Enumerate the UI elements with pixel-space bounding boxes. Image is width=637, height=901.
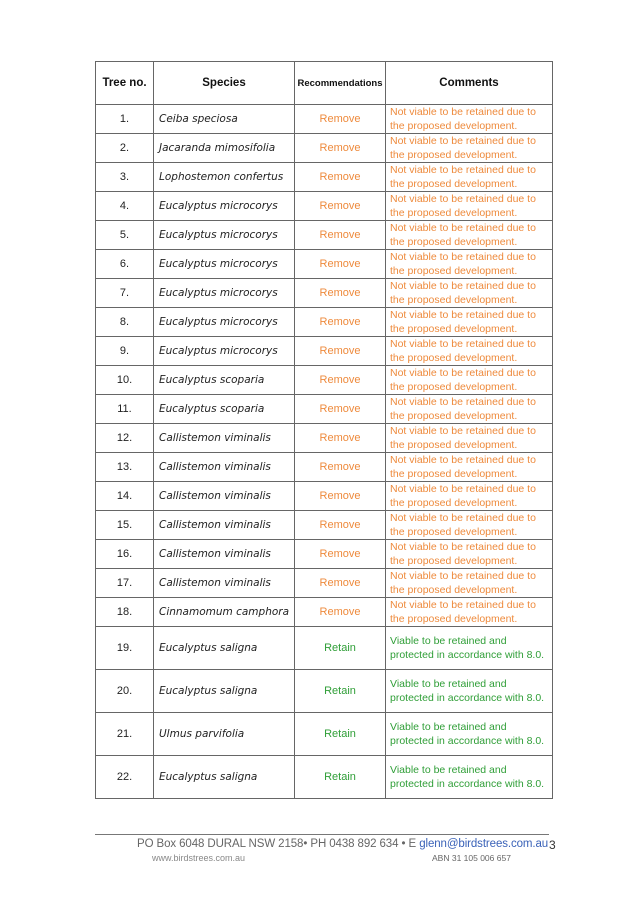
table-row: [96, 308, 553, 337]
comment-cell: Not viable to be retained due to the proposed development.: [386, 337, 553, 366]
recommendation-cell: Remove: [295, 453, 386, 482]
tree-assessment-table-container: [95, 61, 552, 799]
tree-number-cell: 17.: [96, 569, 154, 598]
recommendation-cell: Retain: [295, 627, 386, 670]
table-row: [96, 482, 553, 511]
table-row: [96, 279, 553, 308]
recommendation-cell: Remove: [295, 337, 386, 366]
recommendation-cell: Remove: [295, 482, 386, 511]
species-cell: Callistemon viminalis: [154, 453, 295, 482]
footer-abn: ABN 31 105 006 657: [432, 853, 511, 863]
table-row: [96, 627, 553, 670]
comment-cell: Not viable to be retained due to the proposed development.: [386, 453, 553, 482]
table-row: [96, 192, 553, 221]
table-row: [96, 756, 553, 799]
comment-cell: Not viable to be retained due to the proposed development.: [386, 366, 553, 395]
species-cell: Callistemon viminalis: [154, 424, 295, 453]
table-row: [96, 366, 553, 395]
tree-number-cell: 14.: [96, 482, 154, 511]
species-cell: Lophostemon confertus: [154, 163, 295, 192]
species-cell: Callistemon viminalis: [154, 540, 295, 569]
recommendation-cell: Remove: [295, 163, 386, 192]
species-cell: Callistemon viminalis: [154, 511, 295, 540]
comment-cell: Not viable to be retained due to the proposed development.: [386, 163, 553, 192]
table-row: [96, 134, 553, 163]
footer-divider: [95, 834, 549, 835]
header-recommendations: Recommendations: [295, 62, 386, 105]
table-row: [96, 250, 553, 279]
recommendation-cell: Remove: [295, 395, 386, 424]
species-cell: Jacaranda mimosifolia: [154, 134, 295, 163]
table-row: [96, 713, 553, 756]
species-cell: Callistemon viminalis: [154, 569, 295, 598]
comment-cell: Not viable to be retained due to the proposed development.: [386, 598, 553, 627]
footer-website[interactable]: www.birdstrees.com.au: [152, 853, 246, 863]
tree-number-cell: 22.: [96, 756, 154, 799]
species-cell: Eucalyptus saligna: [154, 670, 295, 713]
comment-cell: Viable to be retained and protected in accordance with 8.0.: [386, 756, 553, 799]
comment-cell: Viable to be retained and protected in accordance with 8.0.: [386, 670, 553, 713]
recommendation-cell: Remove: [295, 569, 386, 598]
footer-email-link[interactable]: glenn@birdstrees.com.au: [419, 838, 549, 850]
comment-cell: Not viable to be retained due to the proposed development.: [386, 424, 553, 453]
recommendation-cell: Retain: [295, 670, 386, 713]
tree-number-cell: 18.: [96, 598, 154, 627]
table-row: [96, 395, 553, 424]
tree-number-cell: 9.: [96, 337, 154, 366]
recommendation-cell: Remove: [295, 279, 386, 308]
comment-cell: Not viable to be retained due to the proposed development.: [386, 395, 553, 424]
table-row: [96, 569, 553, 598]
tree-number-cell: 12.: [96, 424, 154, 453]
species-cell: Eucalyptus saligna: [154, 756, 295, 799]
recommendation-cell: Retain: [295, 713, 386, 756]
header-species: Species: [154, 62, 295, 105]
species-cell: Ulmus parvifolia: [154, 713, 295, 756]
comment-cell: Not viable to be retained due to the proposed development.: [386, 221, 553, 250]
comment-cell: Not viable to be retained due to the proposed development.: [386, 134, 553, 163]
tree-number-cell: 2.: [96, 134, 154, 163]
tree-number-cell: 1.: [96, 105, 154, 134]
species-cell: Eucalyptus microcorys: [154, 250, 295, 279]
tree-number-cell: 6.: [96, 250, 154, 279]
comment-cell: Not viable to be retained due to the proposed development.: [386, 569, 553, 598]
recommendation-cell: Remove: [295, 105, 386, 134]
species-cell: Eucalyptus scoparia: [154, 366, 295, 395]
comment-cell: Viable to be retained and protected in accordance with 8.0.: [386, 627, 553, 670]
species-cell: Ceiba speciosa: [154, 105, 295, 134]
comment-cell: Not viable to be retained due to the proposed development.: [386, 192, 553, 221]
footer-contact: [137, 838, 548, 850]
tree-number-cell: 5.: [96, 221, 154, 250]
table-row: [96, 511, 553, 540]
tree-number-cell: 8.: [96, 308, 154, 337]
recommendation-cell: Remove: [295, 511, 386, 540]
tree-number-cell: 10.: [96, 366, 154, 395]
recommendation-cell: Remove: [295, 221, 386, 250]
tree-number-cell: 15.: [96, 511, 154, 540]
table-row: [96, 337, 553, 366]
recommendation-cell: Remove: [295, 134, 386, 163]
comment-cell: Not viable to be retained due to the proposed development.: [386, 308, 553, 337]
table-row: [96, 163, 553, 192]
tree-number-cell: 20.: [96, 670, 154, 713]
comment-cell: Not viable to be retained due to the proposed development.: [386, 482, 553, 511]
recommendation-cell: Remove: [295, 250, 386, 279]
table-row: [96, 598, 553, 627]
header-comments: Comments: [386, 62, 553, 105]
comment-cell: Not viable to be retained due to the proposed development.: [386, 279, 553, 308]
recommendation-cell: Remove: [295, 598, 386, 627]
table-body: [96, 105, 553, 799]
species-cell: Eucalyptus microcorys: [154, 221, 295, 250]
species-cell: Cinnamomum camphora: [154, 598, 295, 627]
table-row: [96, 221, 553, 250]
table-header-row: [96, 62, 553, 105]
recommendation-cell: Remove: [295, 192, 386, 221]
tree-number-cell: 7.: [96, 279, 154, 308]
tree-number-cell: 16.: [96, 540, 154, 569]
species-cell: Eucalyptus microcorys: [154, 337, 295, 366]
page-number: 3: [549, 838, 556, 852]
tree-number-cell: 13.: [96, 453, 154, 482]
recommendation-cell: Remove: [295, 366, 386, 395]
species-cell: Callistemon viminalis: [154, 482, 295, 511]
table-row: [96, 453, 553, 482]
table-row: [96, 540, 553, 569]
species-cell: Eucalyptus microcorys: [154, 308, 295, 337]
species-cell: Eucalyptus microcorys: [154, 192, 295, 221]
table-row: [96, 670, 553, 713]
comment-cell: Not viable to be retained due to the proposed development.: [386, 511, 553, 540]
comment-cell: Viable to be retained and protected in accordance with 8.0.: [386, 713, 553, 756]
footer-address: PO Box 6048 DURAL NSW 2158• PH 0438 892 634 • E: [137, 838, 420, 850]
species-cell: Eucalyptus microcorys: [154, 279, 295, 308]
recommendation-cell: Remove: [295, 540, 386, 569]
comment-cell: Not viable to be retained due to the proposed development.: [386, 105, 553, 134]
tree-number-cell: 11.: [96, 395, 154, 424]
tree-assessment-table: [95, 61, 553, 799]
recommendation-cell: Retain: [295, 756, 386, 799]
comment-cell: Not viable to be retained due to the proposed development.: [386, 540, 553, 569]
tree-number-cell: 3.: [96, 163, 154, 192]
tree-number-cell: 19.: [96, 627, 154, 670]
recommendation-cell: Remove: [295, 308, 386, 337]
species-cell: Eucalyptus saligna: [154, 627, 295, 670]
header-tree-no: Tree no.: [96, 62, 154, 105]
table-row: [96, 424, 553, 453]
comment-cell: Not viable to be retained due to the proposed development.: [386, 250, 553, 279]
tree-number-cell: 21.: [96, 713, 154, 756]
species-cell: Eucalyptus scoparia: [154, 395, 295, 424]
recommendation-cell: Remove: [295, 424, 386, 453]
tree-number-cell: 4.: [96, 192, 154, 221]
table-row: [96, 105, 553, 134]
